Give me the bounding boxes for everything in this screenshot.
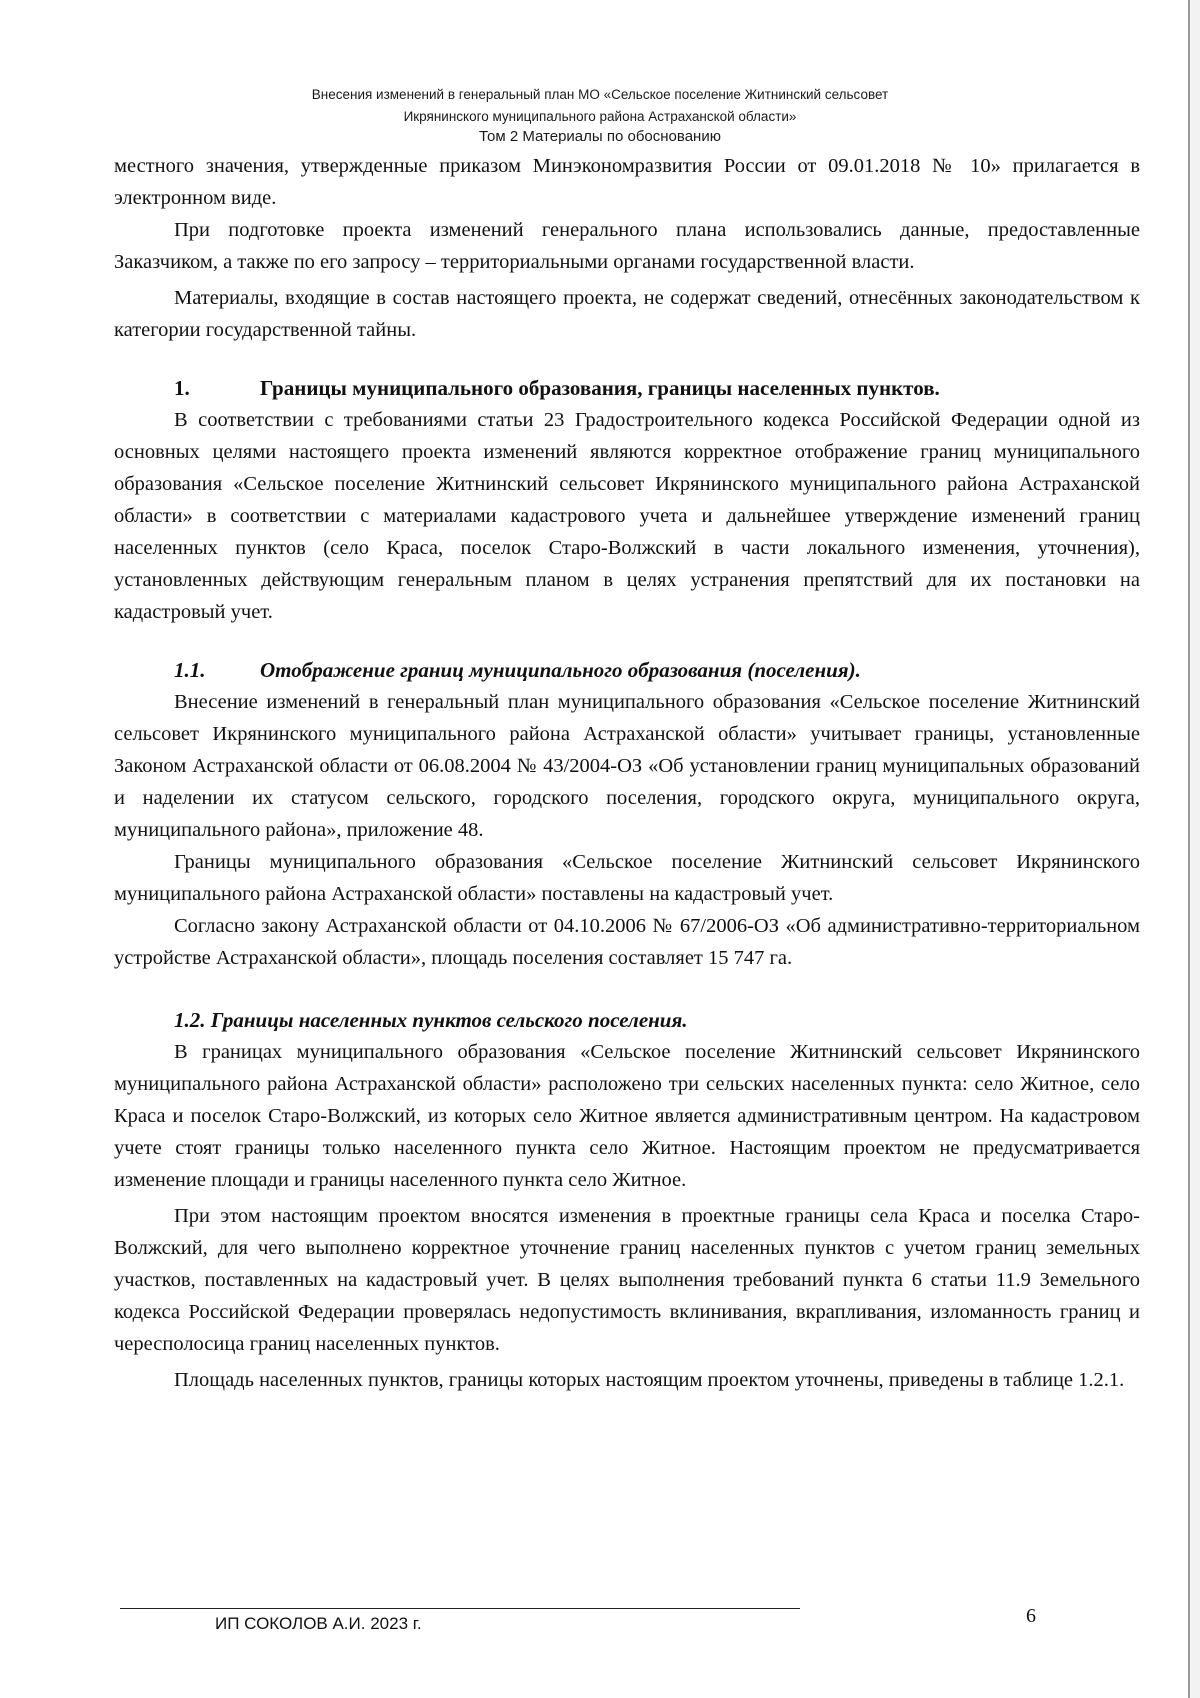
page-number: 6	[1026, 1605, 1036, 1627]
section-1-1-paragraph-2: Границы муниципального образования «Сельское поселение Житнинский сельсовет Икрянинского муниципального района Астраханской области» поставлены на кадастровый учет.	[114, 851, 1140, 905]
section-1-paragraph: В соответствии с требованиями статьи 23 Градостроительного кодекса Российской Федерации одной из основных целями настоящего проекта изменений являются корректное отображение границ муниципального образования «Сельское поселение Житнинский сельсовет Икрянинского муниципального района Астраханской области» в соответствии с материалами кадастрового учета и дальнейшее утверждение изменений границ населенных пунктов (село Краса, поселок Старо-Волжский в части локального изменения, уточнения), установленных действующим генеральным планом в целях устранения препятствий для их постановки на кадастровый учет.	[114, 409, 1140, 623]
section-1-1-paragraph-1: Внесение изменений в генеральный план муниципального образования «Сельское поселение Житнинский сельсовет Икрянинского муниципального района Астраханской области» учитывает границы, установленные Законом Астраханской области от 06.08.2004 № 43/2004-ОЗ «Об установлении границ муниципальных образований и наделении их статусом сельского, городского поселения, городского округа, муниципального округа, муниципального района», приложение 48.	[114, 691, 1140, 841]
document-body	[114, 150, 1140, 1396]
page-edge	[1188, 0, 1200, 1698]
section-1-1-paragraph-3: Согласно закону Астраханской области от 04.10.2006 № 67/2006-ОЗ «Об административно-территориальном устройстве Астраханской области», площадь поселения составляет 15 747 га.	[114, 915, 1140, 969]
section-1-2-paragraph-2: При этом настоящим проектом вносятся изменения в проектные границы села Краса и поселка Старо-Волжский, для чего выполнено корректное уточнение границ населенных пунктов с учетом границ земельных участков, поставленных на кадастровый учет. В целях выполнения требований пункта 6 статьи 11.9 Земельного кодекса Российской Федерации проверялась недопустимость вклинивания, вкрапливания, изломанность границ и чересполосица границ населенных пунктов.	[114, 1205, 1140, 1355]
header-title-line-2: Икрянинского муниципального района Астраханской области»	[403, 109, 797, 124]
section-1-title: Границы муниципального образования, границы населенных пунктов.	[260, 376, 940, 400]
section-1-2-paragraph-3: Площадь населенных пунктов, границы которых настоящим проектом уточнены, приведены в таблице 1.2.1.	[174, 1369, 1125, 1391]
header-title-line-1: Внесения изменений в генеральный план МО «Сельское поселение Житнинский сельсовет	[311, 87, 889, 102]
footer-author: ИП СОКОЛОВ А.И. 2023 г.	[215, 1614, 422, 1633]
section-1-2-heading: 1.2. Границы населенных пунктов сельского поселения.	[174, 1008, 688, 1032]
section-1-heading	[114, 372, 1140, 404]
section-1-2-paragraph-1: В границах муниципального образования «Сельское поселение Житнинский сельсовет Икрянинского муниципального района Астраханской области» расположено три сельских населенных пункта: село Житное, село Краса и поселок Старо-Волжский, из которых село Житное является административным центром. На кадастровом учете стоят границы только населенного пункта село Житное. Настоящим проектом не предусматривается изменение площади и границы населенного пункта село Житное.	[114, 1041, 1140, 1191]
paragraph-continuation: местного значения, утвержденные приказом Минэкономразвития России от 09.01.2018 № 10» прилагается в электронном виде.	[114, 155, 1140, 209]
section-1-1-heading	[114, 654, 1140, 686]
paragraph-secrecy: Материалы, входящие в состав настоящего проекта, не содержат сведений, отнесённых законодательством к категории государственной тайны.	[114, 287, 1140, 341]
document-header	[0, 84, 1200, 146]
footer-divider	[120, 1608, 800, 1609]
section-1-1-number: 1.1.	[174, 658, 206, 682]
section-1-number: 1.	[174, 376, 190, 400]
section-1-1-title: Отображение границ муниципального образования (поселения).	[260, 658, 861, 682]
header-volume: Том 2 Материалы по обоснованию	[479, 128, 721, 145]
paragraph-data-sources: При подготовке проекта изменений генерального плана использовались данные, предоставленные Заказчиком, а также по его запросу – территориальными органами государственной власти.	[114, 219, 1140, 273]
